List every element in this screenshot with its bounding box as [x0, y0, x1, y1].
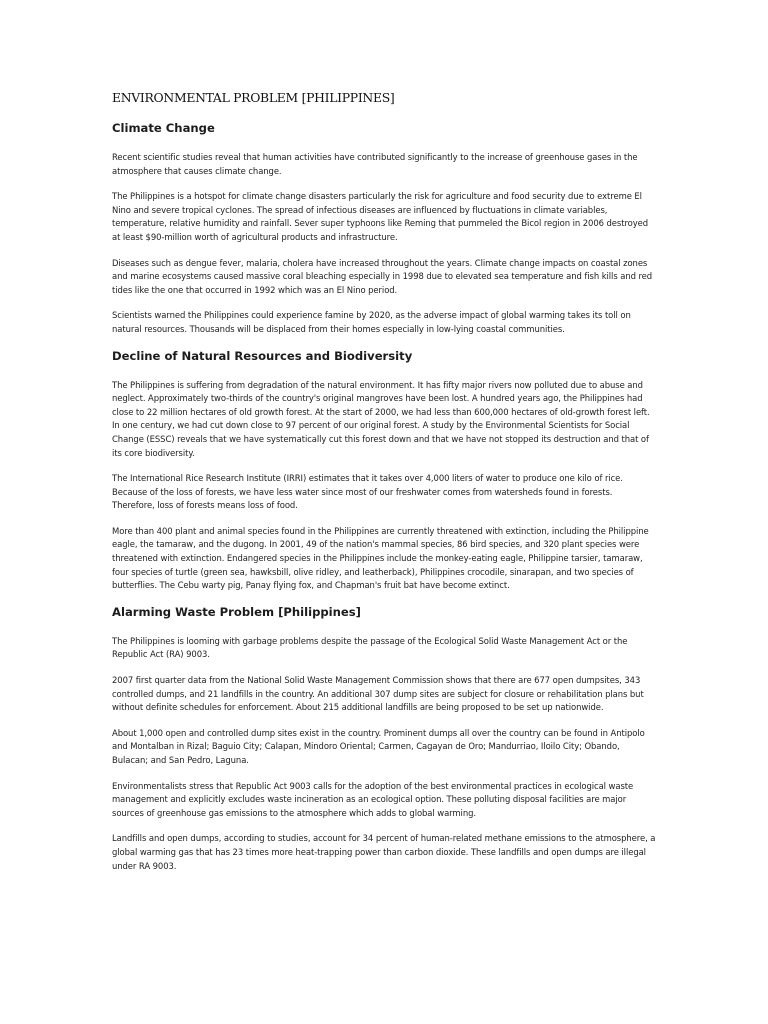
document-title: ENVIRONMENTAL PROBLEM [PHILIPPINES] [112, 90, 395, 105]
section-heading: Alarming Waste Problem [Philippines] [112, 604, 361, 619]
paragraph: More than 400 plant and animal species found in the Philippines are currently threatened with extinction, including the Philippine eagle, the tamaraw, and the dugong. In 2001, 49 of the nation's mammal species, 86 bird species, and 320 plant species were threatened with extinction. Endangered species in the Philippines include the monkey-eating eagle, Philippine tarsier, tamaraw, four species of turtle (green sea, hawksbill, olive ridley, and leatherback), Philippines crocodile, sinarapan, and two species of butterflies. The Cebu warty pig, Panay flying fox, and Chapman's fruit bat have become extinct. [112, 525, 649, 591]
paragraph: The International Rice Research Institute (IRRI) estimates that it takes over 4,000 liters of water to produce one kilo of rice. Because of the loss of forests, we have less water since most of our freshwater comes from watersheds found in forests. Therefore, loss of forests means loss of food. [112, 473, 623, 511]
paragraph: The Philippines is a hotspot for climate change disasters particularly the risk for agriculture and food security due to extreme El Nino and severe tropical cyclones. The spread of infectious diseases are influenced by fluctuations in climate variables, temperature, relative humidity and rainfall. Sever super typhoons like Reming that pummeled the Bicol region in 2006 destroyed at least $90-million worth of agricultural products and infrastructure. [112, 191, 649, 242]
section-heading: Climate Change [112, 121, 215, 135]
section-heading: Decline of Natural Resources and Biodiversity [112, 348, 413, 363]
section-natural-resources [112, 349, 657, 593]
paragraph: Scientists warned the Philippines could experience famine by 2020, as the adverse impact of global warming takes its toll on natural resources. Thousands will be displaced from their homes especially in low-lying coastal communities. [112, 310, 631, 334]
section-waste-problem [112, 605, 657, 873]
paragraph: Diseases such as dengue fever, malaria, cholera have increased throughout the years. Climate change impacts on coastal zones and marine ecosystems caused massive coral bleaching especially in 1998 due to elevated sea temperature and fish kills and red tides like the one that occurred in 1992 which was an El Nino period. [112, 257, 653, 295]
paragraph: Landfills and open dumps, according to studies, account for 34 percent of human-related methane emissions to the atmosphere, a global warming gas that has 23 times more heat-trapping power than carbon dioxide. These landfills and open dumps are illegal under RA 9003. [112, 833, 656, 871]
document-page [112, 90, 657, 885]
paragraph: About 1,000 open and controlled dump sites exist in the country. Prominent dumps all over the country can be found in Antipolo and Montalban in Rizal; Baguio City; Calapan, Mindoro Oriental; Carmen, Cagayan de Oro; Mandurriao, Iloilo City; Obando, Bulacan; and San Pedro, Laguna. [112, 727, 645, 765]
paragraph: The Philippines is suffering from degradation of the natural environment. It has fifty major rivers now polluted due to abuse and neglect. Approximately two-thirds of the country's original mangroves have been lost. A hundred years ago, the Philippines had close to 22 million hectares of old growth forest. At the start of 2000, we had less than 600,000 hectares of old-growth forest left. In one century, we had cut down close to 97 percent of our original forest. A study by the Environmental Scientists for Social Change (ESSC) reveals that we have systematically cut this forest down and that we have not stopped its destruction and that of its core biodiversity. [112, 379, 650, 458]
paragraph: The Philippines is looming with garbage problems despite the passage of the Ecological Solid Waste Management Act or the Republic Act (RA) 9003. [112, 635, 628, 660]
paragraph: Recent scientific studies reveal that human activities have contributed significantly to the increase of greenhouse gases in the atmosphere that causes climate change. [112, 152, 638, 176]
paragraph: Environmentalists stress that Republic Act 9003 calls for the adoption of the best environmental practices in ecological waste management and explicitly excludes waste incineration as an ecological option. These polluting disposal facilities are major sources of greenhouse gas emissions to the atmosphere which adds to global warming. [112, 780, 634, 818]
section-climate-change [112, 121, 657, 337]
paragraph: 2007 first quarter data from the National Solid Waste Management Commission shows that there are 677 open dumpsites, 343 controlled dumps, and 21 landfills in the country. An additional 307 dump sites are subject for closure or rehabilitation plans but without definite schedules for enforcement. About 215 additional landfills are being proposed to be set up nationwide. [112, 675, 644, 713]
